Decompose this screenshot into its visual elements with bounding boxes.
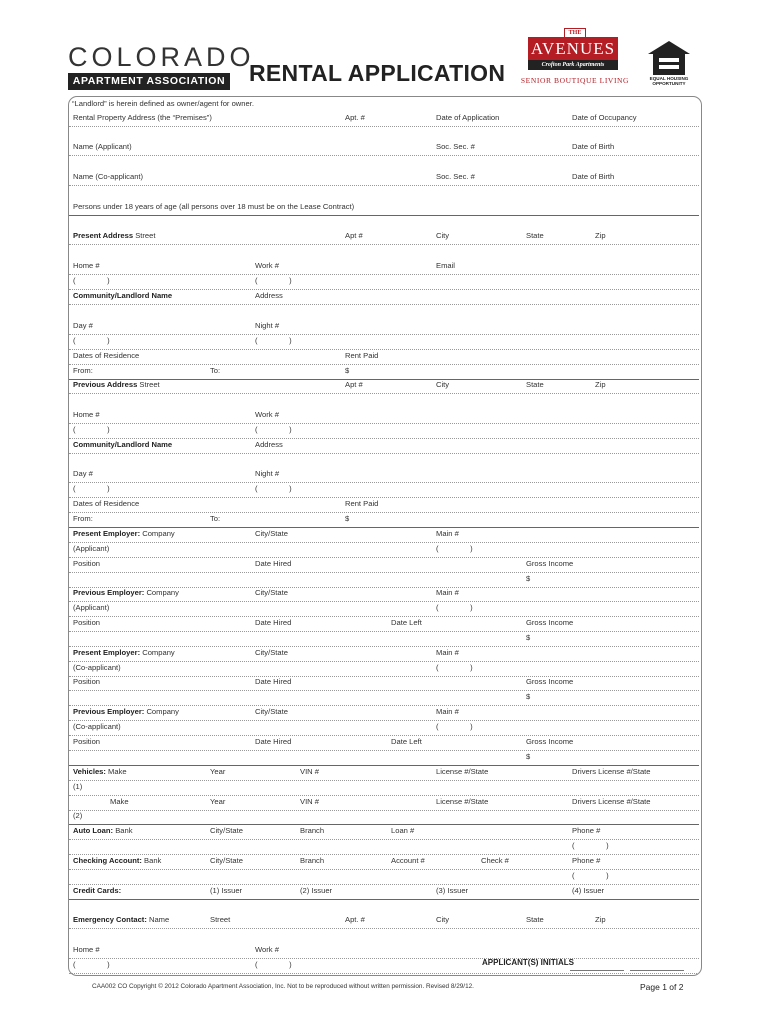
field-line[interactable] [69, 810, 699, 811]
label-year: Year [210, 767, 226, 776]
label-gross-income: Gross Income [526, 737, 574, 746]
label-main: Main # [436, 529, 459, 538]
field-line[interactable] [69, 274, 699, 275]
label-gross-income: Gross Income [526, 618, 574, 627]
field-line[interactable] [69, 155, 699, 156]
avenues-sub: Crofton Park Apartments [528, 60, 618, 70]
label-account: Account # [391, 856, 425, 865]
field-line[interactable] [69, 572, 699, 573]
label-home: Home # [73, 261, 100, 270]
equal-housing-line1: EQUAL HOUSING [649, 76, 689, 81]
equal-housing-icon [647, 40, 691, 76]
field-line[interactable] [69, 482, 699, 483]
label-apt: Apt # [345, 380, 363, 389]
label-zip: Zip [595, 231, 606, 240]
field-line[interactable] [69, 795, 699, 796]
field-line[interactable] [69, 304, 699, 305]
label-date-left: Date Left [391, 737, 422, 746]
label-street: Street [210, 915, 231, 924]
field-line[interactable] [69, 497, 699, 498]
equal-housing-text [643, 76, 695, 86]
field-line[interactable] [69, 438, 699, 439]
page-header [0, 0, 770, 100]
label-phone: Phone # [572, 826, 601, 835]
label-date-of-birth: Date of Birth [572, 172, 615, 181]
field-line[interactable] [69, 215, 699, 216]
caa-logo [68, 42, 255, 90]
label-2-issuer: (2) Issuer [300, 886, 333, 895]
label-vehicles: Vehicles: Make [73, 767, 127, 776]
field-line[interactable] [69, 958, 699, 959]
field-line[interactable] [69, 735, 699, 736]
phone-parentheses: ( ) [572, 841, 609, 850]
phone-parentheses: ( ) [73, 336, 110, 345]
label-city-state: City/State [255, 648, 288, 657]
label-date-of-birth: Date of Birth [572, 142, 615, 151]
label-soc-sec: Soc. Sec. # [436, 142, 475, 151]
avenues-logo [520, 28, 630, 90]
field-line[interactable] [69, 705, 699, 706]
label-city: City [436, 915, 450, 924]
label-address: Address [255, 440, 283, 449]
label-home: Home # [73, 410, 100, 419]
field-line[interactable] [69, 899, 699, 900]
label-position: Position [73, 618, 101, 627]
initials-line-1[interactable] [570, 970, 624, 971]
label-persons-under-18-years-of-age-all-persons-over-18-must-be-on-the-lease-contract: Persons under 18 years of age (all persons over 18 must be on the Lease Contract) [73, 202, 355, 211]
field-line[interactable] [69, 973, 699, 974]
equal-housing-line2: OPPORTUNITY [652, 81, 686, 86]
label-gross-income: Gross Income [526, 677, 574, 686]
label-date-of-occupancy: Date of Occupancy [572, 113, 637, 122]
field-line[interactable] [69, 542, 699, 543]
label-branch: Branch [300, 826, 325, 835]
label-city-state: City/State [255, 707, 288, 716]
avenues-name: AVENUES [528, 37, 618, 60]
label-date-of-application: Date of Application [436, 113, 500, 122]
label-applicant: (Applicant) [73, 544, 110, 553]
label-field: $ [345, 514, 350, 523]
field-line[interactable] [69, 765, 699, 766]
label-present-employer: Present Employer: Company [73, 648, 175, 657]
field-line[interactable] [69, 884, 699, 885]
phone-parentheses: ( ) [436, 544, 473, 553]
label-to: To: [210, 366, 221, 375]
field-line[interactable] [69, 928, 699, 929]
label-city-state: City/State [255, 529, 288, 538]
label-vin: VIN # [300, 797, 319, 806]
phone-parentheses: ( ) [73, 425, 110, 434]
field-line[interactable] [69, 839, 699, 840]
label-to: To: [210, 514, 221, 523]
field-line[interactable] [69, 661, 699, 662]
label-rent-paid: Rent Paid [345, 351, 379, 360]
phone-parentheses: ( ) [436, 603, 473, 612]
phone-parentheses: ( ) [73, 484, 110, 493]
phone-parentheses: ( ) [73, 960, 110, 969]
label-previous-employer: Previous Employer: Company [73, 707, 179, 716]
label-1: (1) [73, 782, 83, 791]
label-email: Email [436, 261, 455, 270]
field-line[interactable] [69, 676, 699, 677]
label-3-issuer: (3) Issuer [436, 886, 469, 895]
label-credit-cards: Credit Cards: [73, 886, 122, 895]
label-emergency-contact: Emergency Contact: Name [73, 915, 170, 924]
label-dates-of-residence: Dates of Residence [73, 351, 140, 360]
field-line[interactable] [69, 334, 699, 335]
label-work: Work # [255, 261, 279, 270]
footer-copyright: CAA002 CO Copyright © 2012 Colorado Apartment Association, Inc. Not to be reproduced without written permission. Revised 8/29/12. [92, 983, 474, 990]
label-day: Day # [73, 469, 93, 478]
label-work: Work # [255, 945, 279, 954]
label-position: Position [73, 737, 101, 746]
label-from: From: [73, 514, 93, 523]
label-address: Address [255, 291, 283, 300]
label-soc-sec: Soc. Sec. # [436, 172, 475, 181]
label-dates-of-residence: Dates of Residence [73, 499, 140, 508]
label-license-state: License #/State [436, 767, 489, 776]
field-line[interactable] [69, 393, 699, 394]
label-night: Night # [255, 469, 280, 478]
field-line[interactable] [69, 780, 699, 781]
label-field: $ [526, 692, 531, 701]
label-community-landlord-name: Community/Landlord Name [73, 440, 173, 449]
phone-parentheses: ( ) [73, 276, 110, 285]
label-city: City [436, 231, 450, 240]
form-title: RENTAL APPLICATION [249, 60, 506, 86]
avenues-tagline: SENIOR BOUTIQUE LIVING [520, 76, 630, 85]
label-work: Work # [255, 410, 279, 419]
label-co-applicant: (Co-applicant) [73, 722, 121, 731]
label-date-left: Date Left [391, 618, 422, 627]
phone-parentheses: ( ) [255, 276, 292, 285]
label-phone: Phone # [572, 856, 601, 865]
label-main: Main # [436, 648, 459, 657]
field-line[interactable] [69, 690, 699, 691]
field-line[interactable] [69, 869, 699, 870]
label-vin: VIN # [300, 767, 319, 776]
label-year: Year [210, 797, 226, 806]
phone-parentheses: ( ) [436, 663, 473, 672]
label-night: Night # [255, 321, 280, 330]
label-state: State [526, 231, 544, 240]
phone-parentheses: ( ) [436, 722, 473, 731]
label-field: $ [526, 633, 531, 642]
label-zip: Zip [595, 915, 606, 924]
label-from: From: [73, 366, 93, 375]
label-present-address: Present Address Street [73, 231, 156, 240]
label-apt: Apt. # [345, 915, 365, 924]
label-main: Main # [436, 707, 459, 716]
label-state: State [526, 915, 544, 924]
label-drivers-license-state: Drivers License #/State [572, 767, 651, 776]
intro-text: “Landlord” is herein defined as owner/agent for owner. [72, 99, 254, 108]
label-make: Make [110, 797, 129, 806]
label-co-applicant: (Co-applicant) [73, 663, 121, 672]
label-date-hired: Date Hired [255, 737, 292, 746]
initials-label: APPLICANT(S) INITIALS [482, 958, 574, 967]
field-line[interactable] [69, 646, 699, 647]
field-line[interactable] [69, 126, 699, 127]
label-main: Main # [436, 588, 459, 597]
phone-parentheses: ( ) [255, 484, 292, 493]
field-line[interactable] [69, 750, 699, 751]
avenues-the: THE [564, 28, 586, 39]
label-city: City [436, 380, 450, 389]
label-community-landlord-name: Community/Landlord Name [73, 291, 173, 300]
label-license-state: License #/State [436, 797, 489, 806]
label-previous-address: Previous Address Street [73, 380, 160, 389]
label-check: Check # [481, 856, 509, 865]
initials-line-2[interactable] [630, 970, 684, 971]
field-line[interactable] [69, 527, 699, 528]
caa-logo-bar: APARTMENT ASSOCIATION [68, 73, 230, 90]
label-apt: Apt # [345, 231, 363, 240]
field-line[interactable] [69, 289, 699, 290]
field-line[interactable] [69, 616, 699, 617]
label-date-hired: Date Hired [255, 559, 292, 568]
label-rent-paid: Rent Paid [345, 499, 379, 508]
field-line[interactable] [69, 557, 699, 558]
field-line[interactable] [69, 854, 699, 855]
label-day: Day # [73, 321, 93, 330]
label-drivers-license-state: Drivers License #/State [572, 797, 651, 806]
label-auto-loan: Auto Loan: Bank [73, 826, 133, 835]
phone-parentheses: ( ) [255, 425, 292, 434]
field-line[interactable] [69, 244, 699, 245]
label-applicant: (Applicant) [73, 603, 110, 612]
label-rental-property-address-the-premises: Rental Property Address (the “Premises”) [73, 113, 212, 122]
label-field: $ [526, 574, 531, 583]
equal-housing-logo [643, 40, 693, 92]
field-line[interactable] [69, 512, 699, 513]
label-1-issuer: (1) Issuer [210, 886, 243, 895]
field-line[interactable] [69, 453, 699, 454]
label-2: (2) [73, 811, 83, 820]
label-home: Home # [73, 945, 100, 954]
caa-logo-word: COLORADO [68, 42, 255, 72]
label-position: Position [73, 559, 101, 568]
label-date-hired: Date Hired [255, 618, 292, 627]
field-line[interactable] [69, 824, 699, 825]
label-field: $ [526, 752, 531, 761]
page-number: Page 1 of 2 [640, 982, 684, 992]
field-line[interactable] [69, 364, 699, 365]
label-city-state: City/State [210, 826, 243, 835]
label-date-hired: Date Hired [255, 677, 292, 686]
label-name-co-applicant: Name (Co-applicant) [73, 172, 144, 181]
field-line[interactable] [69, 349, 699, 350]
phone-parentheses: ( ) [572, 871, 609, 880]
label-checking-account: Checking Account: Bank [73, 856, 162, 865]
field-line[interactable] [69, 601, 699, 602]
label-present-employer: Present Employer: Company [73, 529, 175, 538]
label-field: $ [345, 366, 350, 375]
label-city-state: City/State [255, 588, 288, 597]
label-name-applicant: Name (Applicant) [73, 142, 132, 151]
label-loan: Loan # [391, 826, 415, 835]
phone-parentheses: ( ) [255, 960, 292, 969]
field-line[interactable] [69, 423, 699, 424]
label-previous-employer: Previous Employer: Company [73, 588, 179, 597]
label-4-issuer: (4) Issuer [572, 886, 605, 895]
label-position: Position [73, 677, 101, 686]
field-line[interactable] [69, 720, 699, 721]
phone-parentheses: ( ) [255, 336, 292, 345]
label-zip: Zip [595, 380, 606, 389]
label-branch: Branch [300, 856, 325, 865]
label-gross-income: Gross Income [526, 559, 574, 568]
label-apt: Apt. # [345, 113, 365, 122]
field-line[interactable] [69, 185, 699, 186]
label-city-state: City/State [210, 856, 243, 865]
label-state: State [526, 380, 544, 389]
field-line[interactable] [69, 631, 699, 632]
